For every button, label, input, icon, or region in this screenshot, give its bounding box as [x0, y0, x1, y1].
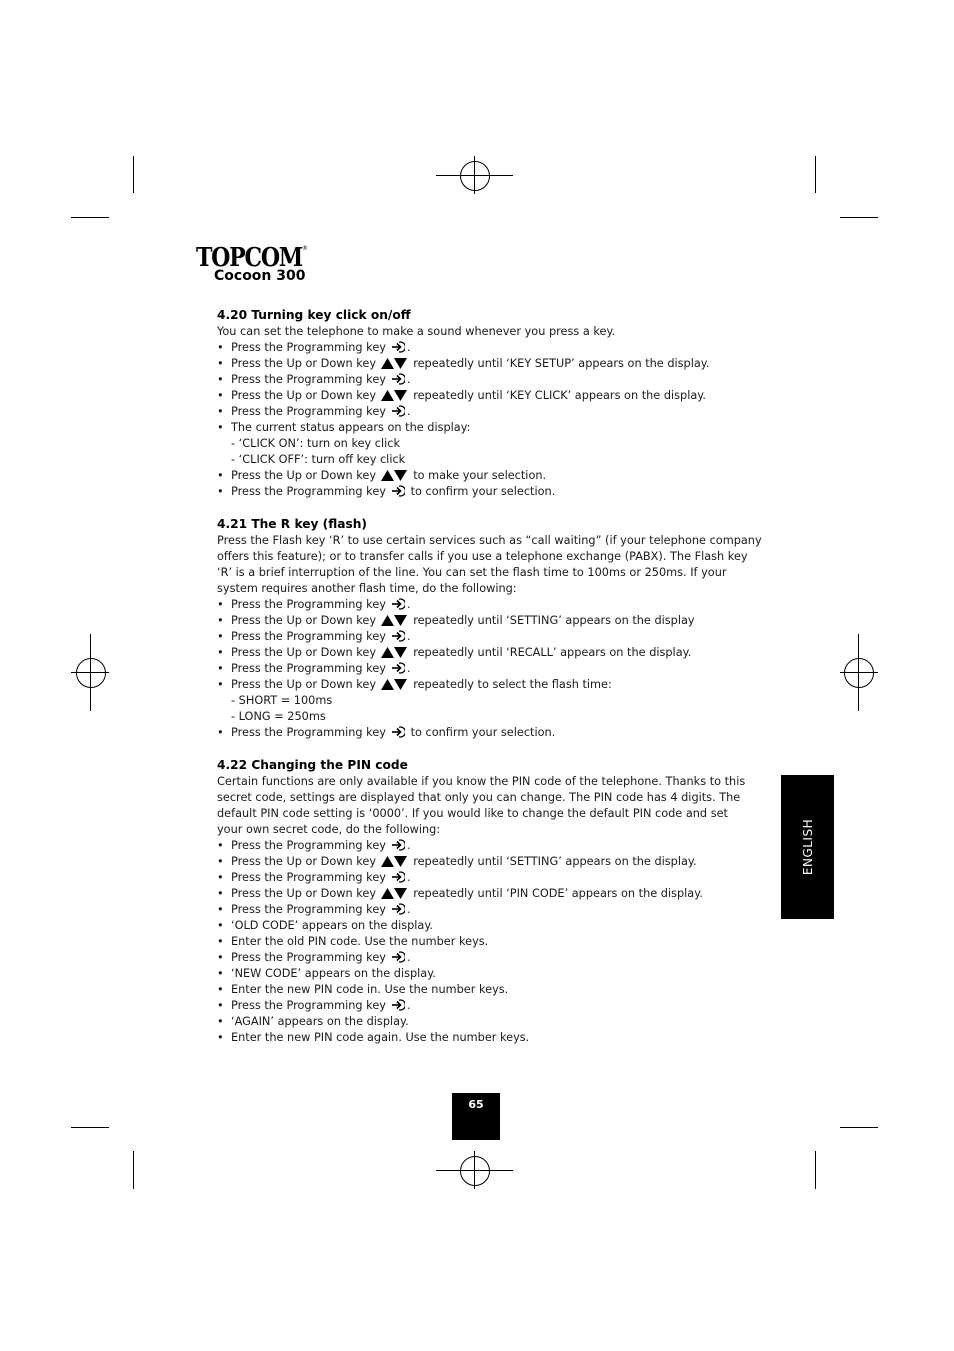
- programming-key-icon: [391, 839, 405, 851]
- step-item: [217, 982, 747, 998]
- step-text-after-icon: .: [406, 903, 411, 916]
- step-text: Press the Up or Down key: [231, 678, 377, 691]
- step-text-after-icon: repeatedly until ‘KEY CLICK’ appears on the display.: [413, 389, 706, 402]
- step-item: [217, 966, 747, 982]
- step-text: Press the Up or Down key: [231, 389, 377, 402]
- step-text-after-icon: repeatedly until ‘PIN CODE’ appears on the display.: [413, 887, 703, 900]
- step-sub-item: - ‘CLICK OFF’: turn off key click: [231, 453, 406, 466]
- step-text: Enter the old PIN code. Use the number keys.: [231, 935, 489, 948]
- step-text-after-icon: .: [406, 662, 411, 675]
- step-text: Press the Up or Down key: [231, 855, 377, 868]
- programming-key-icon: [391, 598, 405, 610]
- step-text: Press the Up or Down key: [231, 614, 377, 627]
- step-text: Enter the new PIN code again. Use the number keys.: [231, 1031, 530, 1044]
- step-text: Press the Programming key: [231, 341, 386, 354]
- step-text-after-icon: .: [406, 373, 411, 386]
- step-text-after-icon: .: [406, 630, 411, 643]
- step-text: Press the Up or Down key: [231, 357, 377, 370]
- section-intro-line: Certain functions are only available if you know the PIN code of the telephone. Thanks to this: [217, 775, 746, 788]
- language-label: ENGLISH: [800, 818, 815, 876]
- step-item: [217, 356, 747, 372]
- programming-key-icon: [391, 405, 405, 417]
- programming-key-icon: [391, 662, 405, 674]
- step-item: [217, 468, 747, 484]
- up-down-key-icon: [381, 390, 407, 401]
- step-list: [217, 597, 747, 741]
- step-list: [217, 838, 747, 1046]
- step-item: [217, 372, 747, 388]
- section-intro-line: system requires another flash time, do the following:: [217, 582, 517, 595]
- step-item: [217, 886, 747, 902]
- crop-mark: [71, 1127, 109, 1128]
- step-text: Press the Programming key: [231, 405, 386, 418]
- programming-key-icon: [391, 951, 405, 963]
- step-item: [217, 902, 747, 918]
- step-item: [217, 420, 747, 436]
- crop-mark: [815, 1151, 816, 1189]
- step-sub-item: - ‘CLICK ON’: turn on key click: [231, 437, 401, 450]
- step-text-after-icon: repeatedly to select the flash time:: [413, 678, 612, 691]
- step-item: [217, 629, 747, 645]
- step-text: Press the Programming key: [231, 662, 386, 675]
- step-text: ‘NEW CODE’ appears on the display.: [231, 967, 436, 980]
- step-item: [217, 1030, 747, 1046]
- step-text-after-icon: .: [406, 598, 411, 611]
- section: [217, 515, 762, 741]
- step-text: ‘OLD CODE’ appears on the display.: [231, 919, 434, 932]
- up-down-key-icon: [381, 615, 407, 626]
- step-text: Press the Programming key: [231, 871, 386, 884]
- step-item: [217, 645, 747, 661]
- step-text-after-icon: .: [406, 839, 411, 852]
- step-list: [217, 340, 747, 500]
- step-item: [217, 340, 747, 356]
- section-intro-line: your own secret code, do the following:: [217, 823, 441, 836]
- step-item: [217, 854, 747, 870]
- step-text-after-icon: to confirm your selection.: [410, 485, 556, 498]
- model-name: Cocoon 300: [214, 268, 306, 284]
- step-item: [217, 934, 747, 950]
- programming-key-icon: [391, 341, 405, 353]
- step-item: [217, 613, 747, 629]
- step-text: Press the Programming key: [231, 903, 386, 916]
- programming-key-icon: [391, 726, 405, 738]
- programming-key-icon: [391, 999, 405, 1011]
- step-item: [217, 661, 747, 677]
- step-item: [217, 484, 747, 500]
- programming-key-icon: [391, 485, 405, 497]
- section-heading: 4.22 Changing the PIN code: [217, 758, 408, 772]
- section: [217, 756, 747, 1046]
- up-down-key-icon: [381, 358, 407, 369]
- step-item: [217, 1014, 747, 1030]
- step-text: Press the Programming key: [231, 373, 386, 386]
- manual-content: [217, 306, 762, 1061]
- step-item: [217, 838, 747, 854]
- programming-key-icon: [391, 630, 405, 642]
- page-number-box: [452, 1093, 500, 1140]
- programming-key-icon: [391, 903, 405, 915]
- step-text-after-icon: to make your selection.: [413, 469, 547, 482]
- crop-mark: [815, 156, 816, 193]
- step-item: [217, 725, 747, 741]
- svg-text:TOPCOM: TOPCOM: [196, 243, 303, 270]
- step-item: [217, 404, 747, 420]
- programming-key-icon: [391, 373, 405, 385]
- step-text-after-icon: .: [406, 405, 411, 418]
- section-intro-line: offers this feature); or to transfer calls if you use a telephone exchange (PABX). The Flash key: [217, 550, 748, 563]
- step-sub-item: - LONG = 250ms: [231, 710, 326, 723]
- topcom-logo: [196, 240, 308, 270]
- step-text-after-icon: repeatedly until ‘SETTING’ appears on the display: [413, 614, 695, 627]
- crop-mark: [133, 1151, 134, 1189]
- step-text: Press the Up or Down key: [231, 646, 377, 659]
- step-text-after-icon: to confirm your selection.: [410, 726, 556, 739]
- step-item: [217, 870, 747, 886]
- step-text: Press the Up or Down key: [231, 469, 377, 482]
- crop-mark: [840, 217, 878, 218]
- crop-mark: [71, 217, 109, 218]
- step-text: Press the Programming key: [231, 726, 386, 739]
- section-intro: You can set the telephone to make a sound whenever you press a key.: [217, 325, 616, 338]
- step-text-after-icon: .: [406, 341, 411, 354]
- step-item: [217, 998, 747, 1014]
- step-text: Press the Programming key: [231, 839, 386, 852]
- step-text-after-icon: repeatedly until ‘RECALL’ appears on the display.: [413, 646, 692, 659]
- section-intro-line: Press the Flash key ‘R’ to use certain services such as “call waiting” (if your telephone company: [217, 534, 762, 547]
- section: [217, 306, 747, 500]
- section-intro-line: default PIN code setting is ‘0000’. If you would like to change the default PIN code and set: [217, 807, 728, 820]
- section-heading: 4.21 The R key (flash): [217, 517, 367, 531]
- section-heading: 4.20 Turning key click on/off: [217, 308, 411, 322]
- step-item: [217, 677, 747, 693]
- step-text: Press the Up or Down key: [231, 887, 377, 900]
- step-text: ‘AGAIN’ appears on the display.: [231, 1015, 409, 1028]
- crop-mark: [840, 1127, 878, 1128]
- language-tab: [781, 775, 834, 919]
- step-text: Press the Programming key: [231, 630, 386, 643]
- step-text: Press the Programming key: [231, 485, 386, 498]
- step-sub-item: - SHORT = 100ms: [231, 694, 333, 707]
- step-text: Press the Programming key: [231, 951, 386, 964]
- step-item: [217, 388, 747, 404]
- crop-mark: [133, 156, 134, 193]
- step-text: Enter the new PIN code in. Use the number keys.: [231, 983, 509, 996]
- step-text-after-icon: .: [406, 999, 411, 1012]
- svg-text:®: ®: [302, 245, 308, 252]
- section-intro-line: secret code, settings are displayed that only you can change. The PIN code has 4 digits. The: [217, 791, 741, 804]
- section-intro-line: ‘R’ is a brief interruption of the line. You can set the flash time to 100ms or 250ms. If your: [217, 566, 727, 579]
- programming-key-icon: [391, 871, 405, 883]
- step-text-after-icon: repeatedly until ‘SETTING’ appears on the display.: [413, 855, 697, 868]
- step-text: The current status appears on the display:: [231, 421, 471, 434]
- step-text: Press the Programming key: [231, 598, 386, 611]
- up-down-key-icon: [381, 647, 407, 658]
- step-text-after-icon: .: [406, 951, 411, 964]
- step-item: [217, 950, 747, 966]
- step-text-after-icon: .: [406, 871, 411, 884]
- step-item: [217, 597, 747, 613]
- up-down-key-icon: [381, 679, 407, 690]
- up-down-key-icon: [381, 856, 407, 867]
- page-number: 65: [468, 1098, 484, 1111]
- up-down-key-icon: [381, 470, 407, 481]
- step-text: Press the Programming key: [231, 999, 386, 1012]
- up-down-key-icon: [381, 888, 407, 899]
- step-item: [217, 918, 747, 934]
- step-text-after-icon: repeatedly until ‘KEY SETUP’ appears on the display.: [413, 357, 710, 370]
